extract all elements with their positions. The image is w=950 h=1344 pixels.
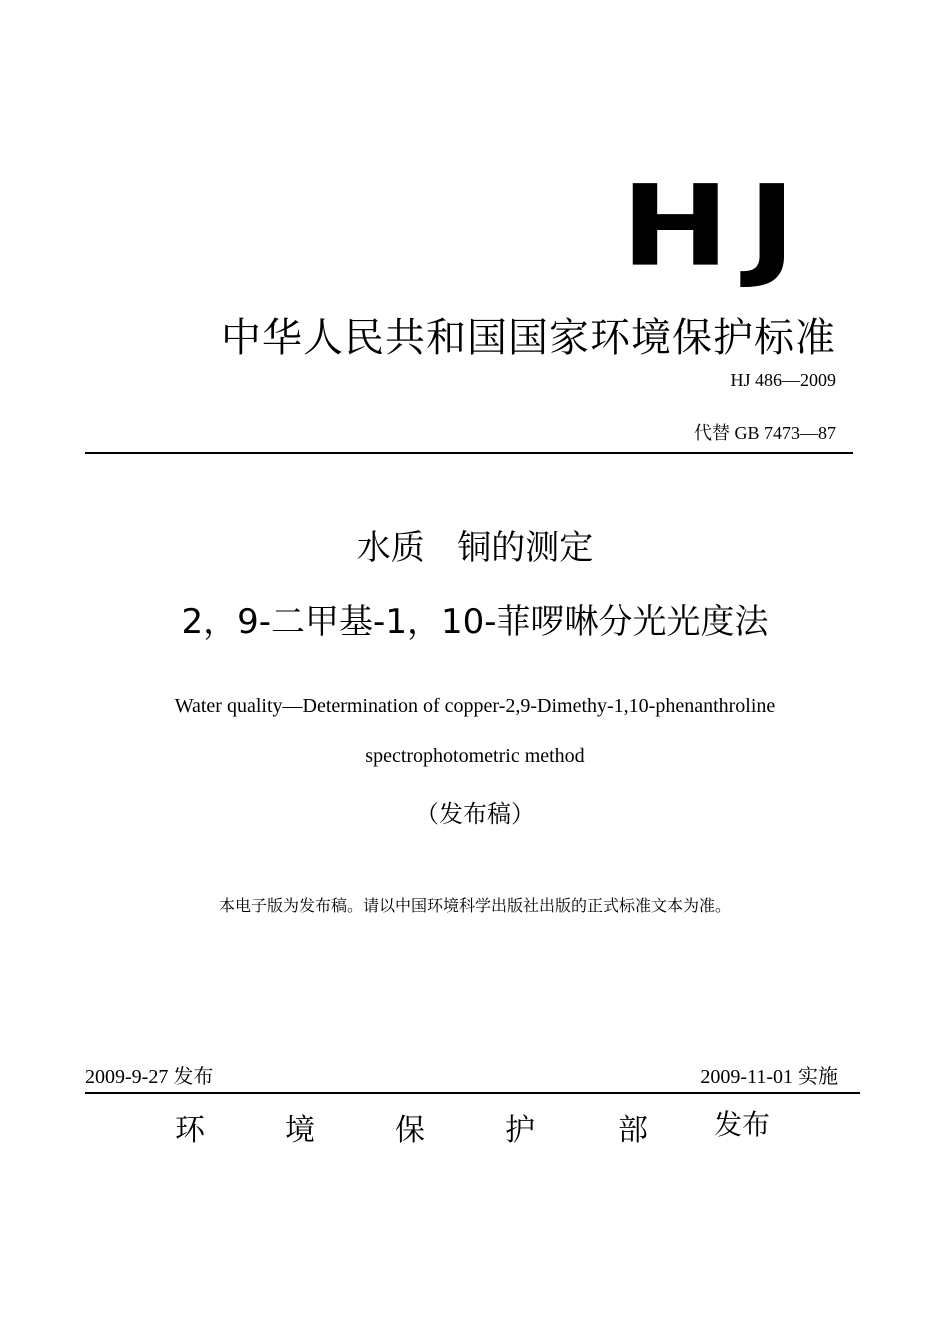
- hj-logo: HJ: [620, 160, 814, 292]
- english-title-line-1: Water quality—Determination of copper-2,9-Dimethy-1,10-phenanthroline: [174, 695, 776, 717]
- draft-label: （发布稿）: [415, 800, 535, 828]
- document-title-line-2: 2，9-二甲基-1，10-菲啰啉分光光度法: [181, 602, 769, 642]
- issuer-char: 部: [618, 1113, 648, 1148]
- issuer-action: 发布: [714, 1108, 771, 1141]
- issuer-char: 环: [175, 1113, 205, 1148]
- replaces-standard: 代替 GB 7473—87: [693, 423, 836, 443]
- effective-date: 2009-11-01 实施: [700, 1066, 838, 1088]
- electronic-version-notice: 本电子版为发布稿。请以中国环境科学出版社出版的正式标准文本为准。: [218, 896, 731, 915]
- english-title-line-2: spectrophotometric method: [365, 745, 585, 767]
- standard-number: HJ 486—2009: [730, 370, 836, 390]
- document-title-line-1: 水质 铜的测定: [356, 528, 594, 568]
- footer-divider: [85, 1092, 860, 1094]
- national-standard-title: 中华人民共和国国家环境保护标准: [221, 315, 836, 361]
- publish-date: 2009-9-27 发布: [85, 1066, 214, 1088]
- issuer-char: 护: [505, 1113, 535, 1148]
- header-divider: [85, 452, 853, 454]
- issuer-char: 保: [395, 1113, 425, 1148]
- issuer-char: 境: [285, 1113, 315, 1148]
